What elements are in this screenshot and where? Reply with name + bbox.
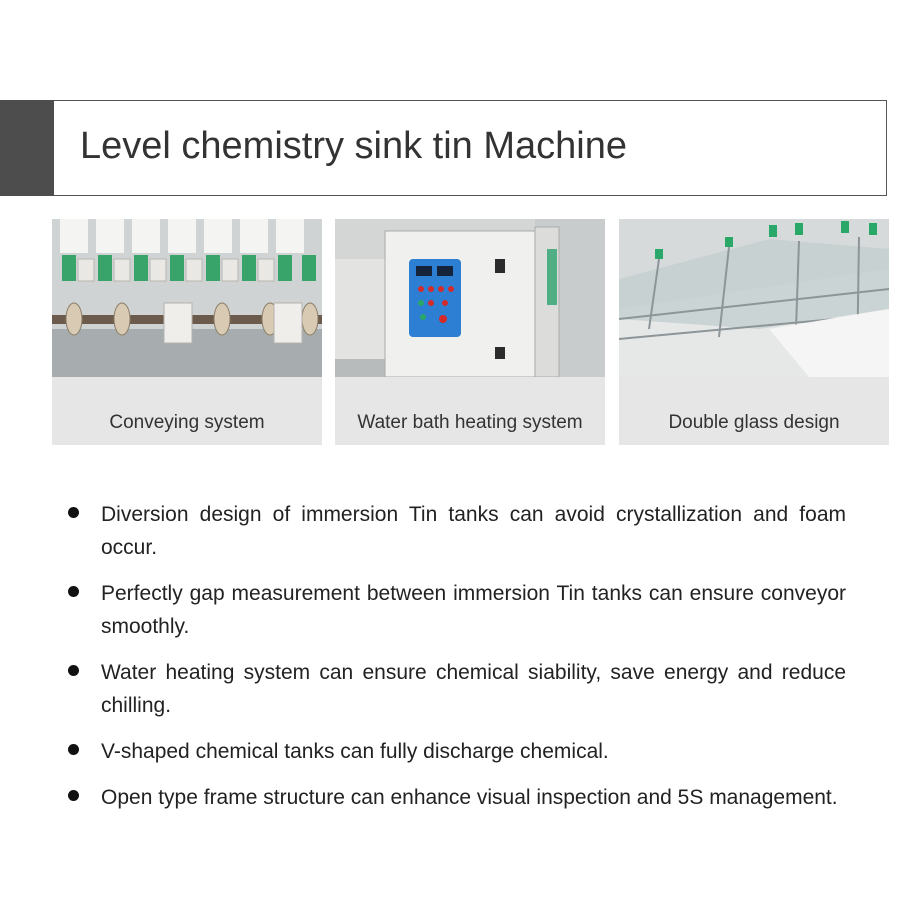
photo-card-heating: [335, 219, 605, 445]
list-item: [62, 498, 846, 564]
photo-caption: Conveying system: [109, 412, 265, 433]
control-cabinet-photo-icon: [335, 219, 605, 377]
bullet-icon: [68, 665, 79, 676]
feature-text: Diversion design of immersion Tin tanks can avoid crystallization and foam occur.: [101, 503, 846, 559]
list-item: [62, 577, 846, 643]
list-item: [62, 781, 846, 814]
feature-text: Water heating system can ensure chemical siability, save energy and reduce chilling.: [101, 661, 846, 717]
list-item: [62, 656, 846, 722]
photo-card-glass: [619, 219, 889, 445]
bullet-icon: [68, 790, 79, 801]
title-bar: [0, 100, 888, 196]
photo-card-conveying: [52, 219, 322, 445]
conveyor-photo-icon: [52, 219, 322, 377]
title-accent-block: [0, 100, 54, 196]
feature-list: [62, 498, 846, 827]
photo-caption: Water bath heating system: [357, 412, 583, 433]
photo-gallery: [52, 219, 889, 445]
bullet-icon: [68, 507, 79, 518]
title-box: [54, 100, 887, 196]
photo-caption: Double glass design: [668, 412, 840, 433]
feature-text: V-shaped chemical tanks can fully discharge chemical.: [101, 740, 609, 763]
list-item: [62, 735, 846, 768]
bullet-icon: [68, 744, 79, 755]
bullet-icon: [68, 586, 79, 597]
feature-text: Open type frame structure can enhance visual inspection and 5S management.: [101, 786, 838, 809]
glass-tank-photo-icon: [619, 219, 889, 377]
page-title: Level chemistry sink tin Machine: [80, 125, 627, 167]
feature-text: Perfectly gap measurement between immersion Tin tanks can ensure conveyor smoothly.: [101, 582, 846, 638]
